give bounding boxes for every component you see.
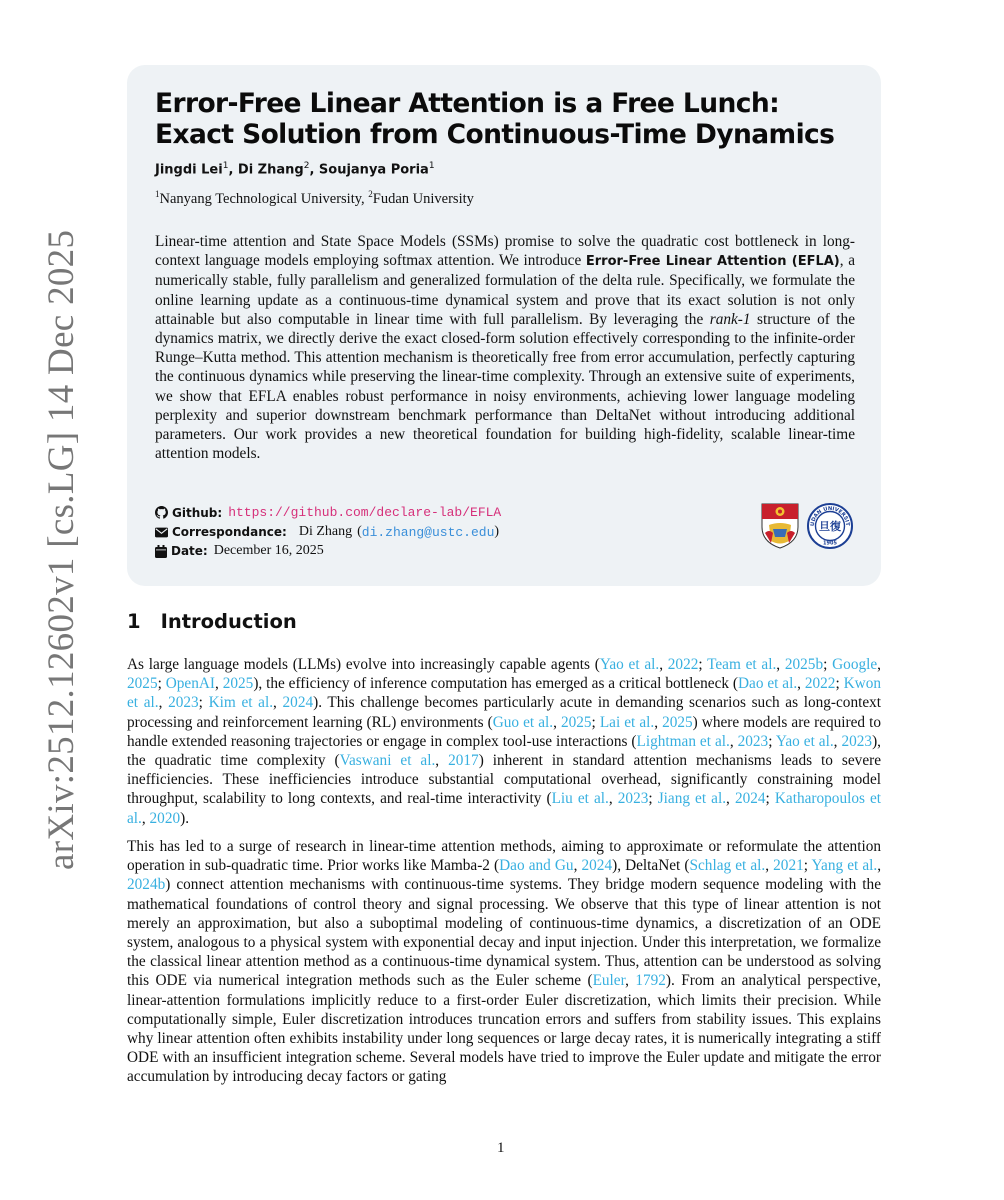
intro-paragraph-1 (127, 655, 881, 828)
paragraph-text: , (797, 675, 805, 693)
paragraph-text: , (726, 790, 735, 808)
citation-link[interactable]: Liu et al. (551, 790, 609, 808)
paragraph-text: ). From an analytical perspective, linear-attention formulations implicitly reduce to a first-order Euler discretization, which limits their precision. While computationally simple, Euler discretization introduces truncation errors and suffers from stability issues. This explains why linear attention often exhibits instability under long sequences or large decay rates, it is numerically integrating a stiff ODE with an insufficient integration scheme. Several models have tried to improve the Euler update and mitigate the error accumulation by introducing decay factors or gating (127, 972, 881, 1086)
citation-link[interactable]: 1792 (635, 972, 666, 990)
citation-link[interactable]: Dao and Gu (499, 857, 574, 875)
paragraph-text: , (625, 972, 636, 990)
citation-link[interactable]: Kwon et al. (127, 675, 881, 712)
paragraph-text: ) connect attention mechanisms with continuous-time systems. They bridge modern sequence modeling with the mathematical foundations of control theory and signal processing. We observe that this type of linear attention is not merely an approximation, but also a suboptimal modeling of continuous-time dynamics, a discretization of an ODE system, analogous to a physical system with exponential decay and input injection. Under this interpretation, we formalize the classical linear attention method as a continuous-time dynamical system. Thus, attention can be understood as solving this ODE via numerical integration methods such as the Euler scheme ( (127, 876, 881, 990)
ntu-crest-logo (761, 503, 799, 549)
citation-link[interactable]: 2023 (737, 732, 769, 750)
affiliation-mark: 1 (155, 189, 160, 199)
citation-link[interactable]: Lai et al. (599, 713, 655, 731)
paragraph-text: ). (180, 809, 190, 827)
citation-link[interactable]: 2022 (667, 656, 699, 673)
author-list: Jingdi Lei$^1$, Di Zhang$^2$, Soujanya Poria$^1$ (155, 161, 435, 178)
citation-link[interactable]: Yang et al. (811, 857, 878, 875)
fudan-logo-year: 1905 (823, 540, 837, 547)
author-name: Jingdi Lei (155, 162, 223, 178)
paragraph-text: ) where models are required to handle extended reasoning trajectories or engage in complex tool-use interactions ( (127, 713, 882, 750)
author-name: Soujanya Poria (318, 162, 429, 178)
abstract-text: Linear-time attention and State Space Models (SSMs) promise to solve the quadratic cost bottleneck in long-context language models employing softmax attention. We introduce (155, 233, 855, 270)
paragraph-text: ; (698, 656, 708, 673)
paragraph-text: ; (765, 790, 775, 808)
paragraph-text: ; (648, 790, 658, 808)
date-label: Date: (171, 544, 208, 558)
author-affiliation-mark: 1 (222, 161, 229, 171)
paragraph-text: , (654, 713, 663, 731)
paragraph-text: This has led to a surge of research in linear-time attention methods, aiming to approximate or reformulate the attention operation in sub-quadratic time. Prior works like Mamba-2 ( (127, 838, 881, 875)
correspondence-email[interactable]: di.zhang@ustc.edu (361, 524, 495, 540)
citation-link[interactable]: 2025 (222, 675, 254, 693)
paragraph-text: , (765, 857, 774, 875)
paragraph-text: ) inherent in standard attention mechanisms leads to severe inefficiencies. These inefficiencies introduce substantial computational overhead, significantly constraining model throughput, scalability to long contexts, and real-time interactivity ( (127, 752, 881, 808)
paragraph-text: , (158, 694, 169, 712)
paragraph-text: , (435, 752, 449, 770)
paragraph-text: ; (768, 732, 776, 750)
section-title: Introduction (160, 610, 297, 633)
paragraph-text: , (141, 809, 150, 827)
affiliation-name: Fudan University (372, 190, 474, 207)
citation-link[interactable]: Yao et al. (775, 732, 834, 750)
github-icon (155, 506, 168, 519)
citation-link[interactable]: OpenAI (165, 675, 216, 693)
paragraph-text: , (553, 713, 561, 731)
paragraph-text: , (608, 790, 618, 808)
citation-link[interactable]: 2025 (127, 675, 158, 693)
paragraph-text: ), the efficiency of inference computation has emerged as a critical bottleneck ( (253, 675, 738, 693)
paragraph-text: ). This challenge becomes particularly acute in demanding scenarios such as long-context processing and reinforcement learning (RL) environments ( (127, 694, 882, 731)
date-value: December 16, 2025 (213, 543, 324, 558)
paragraph-text: As large language models (LLMs) evolve into increasingly capable agents ( (127, 656, 600, 673)
citation-link[interactable]: 2020 (149, 809, 181, 827)
citation-link[interactable]: 2023 (841, 732, 873, 750)
paragraph-text: , (729, 732, 738, 750)
citation-link[interactable]: 2021 (773, 857, 804, 875)
paragraph-text: ; (591, 713, 600, 731)
paragraph-text: ; (157, 675, 166, 693)
paragraph-text: ; (835, 675, 844, 693)
citation-link[interactable]: 2017 (448, 752, 479, 770)
citation-link[interactable]: 2025 (662, 713, 693, 731)
affiliation-mark: 2 (368, 189, 373, 199)
citation-link[interactable]: 2022 (804, 675, 836, 693)
citation-link[interactable]: Euler (592, 972, 626, 990)
citation-link[interactable]: 2024 (581, 857, 613, 875)
citation-link[interactable]: Schlag et al. (689, 857, 766, 875)
section-heading (127, 610, 317, 633)
paragraph-text: , (776, 656, 785, 673)
paragraph-text: , (273, 694, 283, 712)
paragraph-text: , (659, 656, 668, 673)
envelope-icon (155, 527, 168, 538)
paragraph-text: ), DeltaNet ( (612, 857, 690, 875)
paragraph-text: ), the quadratic time complexity ( (127, 732, 881, 770)
citation-link[interactable]: Google (832, 656, 878, 673)
intro-paragraph-2 (127, 837, 881, 1087)
citation-link[interactable]: 2025b (784, 656, 824, 673)
citation-link[interactable]: 2023 (617, 790, 649, 808)
abstract-text: structure of the dynamics matrix, we directly derive the exact closed-form solution effectively corresponding to the infinite-order Runge–Kutta method. This attention mechanism is theoretically free from error accumulation, perfectly capturing the continuous dynamics while preserving the linear-time complexity. Through an extensive suite of experiments, we show that EFLA enables robust performance in noisy environments, achieving lower language modeling perplexity and superior downstream benchmark performance than DeltaNet without introducing additional parameters. Our work provides a new theoretical foundation for building high-fidelity, scalable linear-time attention models. (155, 310, 855, 463)
citation-link[interactable]: Vaswani et al. (339, 752, 436, 770)
date-row (155, 543, 324, 559)
abstract (155, 232, 855, 463)
abstract-method-name: Error-Free Linear Attention (EFLA) (585, 254, 840, 270)
paragraph-text: ; (823, 656, 833, 673)
arxiv-identifier: arXiv:2512.12602v1 [cs.LG] 14 Dec 2025 (41, 229, 82, 870)
paragraph-text: , (215, 675, 223, 693)
paragraph-text: ; (198, 694, 209, 712)
citation-link[interactable]: 2024b (127, 876, 166, 894)
paragraph-text: , (833, 732, 842, 750)
fudan-logo-characters: 旦復 (819, 520, 841, 533)
citation-link[interactable]: 2023 (168, 694, 199, 712)
paragraph-text: , (573, 857, 582, 875)
affiliation-list: $^1$Nanyang Technological University, $^2$Fudan University (155, 189, 474, 207)
page-number: 1 (497, 1140, 505, 1156)
citation-link[interactable]: Team et al. (707, 656, 777, 673)
citation-link[interactable]: Jiang et al. (657, 790, 727, 808)
correspondence-row: Correspondance: Di Zhang ( di.zhang@ustc.edu ) (155, 524, 499, 540)
citation-link[interactable]: Lightman et al. (636, 732, 730, 750)
calendar-icon (155, 545, 167, 558)
github-label: Github: (172, 505, 223, 520)
citation-link[interactable]: 2024 (734, 790, 766, 808)
citation-link[interactable]: Katharopoulos et al. (127, 790, 882, 827)
citation-link[interactable]: Dao et al. (738, 675, 798, 693)
correspondence-label: Correspondance: (172, 525, 287, 539)
author-name: Di Zhang (237, 162, 304, 178)
github-row (155, 505, 501, 520)
author-affiliation-mark: 1 (428, 161, 435, 171)
fudan-university-logo (807, 503, 853, 549)
paragraph-text: ; (803, 857, 812, 875)
paragraph-text: , (877, 857, 882, 875)
citation-link[interactable]: 2024 (282, 694, 314, 712)
citation-link[interactable]: Guo et al. (492, 713, 554, 731)
fudan-logo-text: UDAN UNIVERSIT (809, 505, 851, 527)
affiliation-name: Nanyang Technological University (159, 190, 362, 207)
github-link[interactable]: https://github.com/declare-lab/EFLA (228, 505, 502, 520)
abstract-text: , a numerically stable, fully parallelism and generalized formulation of the delta rule. Specifically, we formulate the online learning update as a continuous-time dynamical system and prove that its exact solution is not only attainable but also computable in linear time with full parallelism. By leveraging the (155, 252, 855, 328)
abstract-emphasis: rank-1 (709, 310, 751, 328)
author-affiliation-mark: 2 (303, 161, 310, 171)
citation-link[interactable]: Yao et al. (599, 656, 660, 673)
correspondence-name: Di Zhang (298, 524, 353, 539)
paper-title: Error-Free Linear Attention is a Free Lunch: Exact Solution from Continuous-Time Dynamics (155, 88, 835, 150)
citation-link[interactable]: Kim et al. (208, 694, 274, 712)
citation-link[interactable]: 2025 (560, 713, 592, 731)
paragraph-text: , (877, 656, 881, 673)
section-number: 1 (127, 610, 141, 633)
